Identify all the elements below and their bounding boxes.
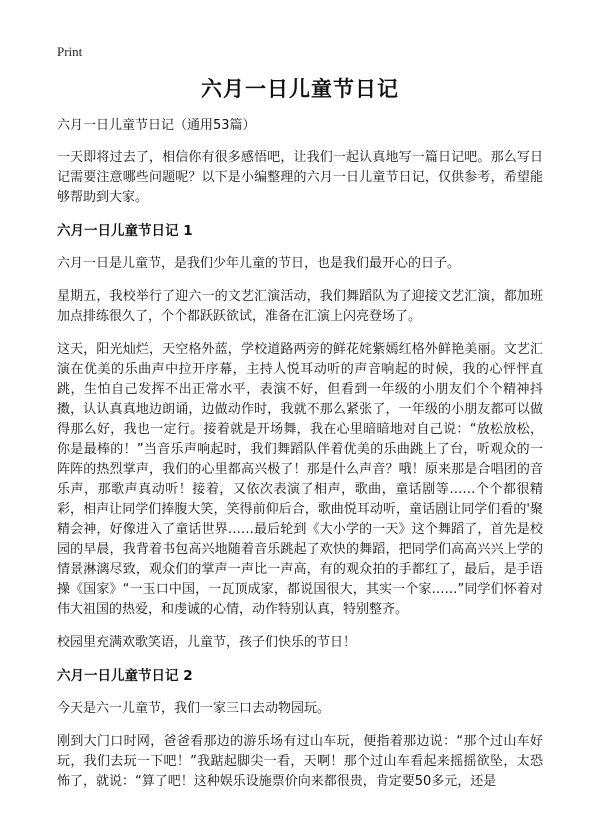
paragraph: 这天，阳光灿烂，天空格外蓝，学校道路两旁的鲜花姹紫嫣红格外鲜艳美丽。文艺汇演在优美的乐曲声中拉开序幕，主持人悦耳动听的声音响起的时候，我的心怦怦直跳，生怕自己发挥不出正常水平，表演不好，但看到一年级的小朋友们个个精神抖擞，认认真真地边朗诵，边做动作时，我就不那么紧张了，一年级的小朋友都可以做得那么好，我也一定行。接着就是开场舞，我在心里暗暗地对自己说：“放松放松，你是最棒的！”当音乐声响起时，我们舞蹈队伴着优美的乐曲跳上了台，听观众的一阵阵的热烈掌声，我们的心里都高兴极了！那是什么声音？哦！原来那是合唱团的音乐声，那歌声真动听！接着，又依次表演了相声，歌曲，童话剧等……个个都很精彩，相声让同学们捧腹大笑，笑得前仰后合，歌曲悦耳动听，童话剧让同学们看的'聚精会神，好像进入了童话世界……最后轮到《大小学的一天》这个舞蹈了，首先是校园的早晨，我背着书包高兴地随着音乐跳起了欢快的舞蹈，把同学们高高兴兴上学的情景淋漓尽致，观众们的掌声一声比一声高，有的观众拍的手都红了，最后，是手语操《国家》“一玉口中国，一瓦顶成家，都说国很大，其实一个家……”同学们怀着对伟大祖国的热爱，和虔诚的心情，动作特别认真，特别整齐。 — [57, 342, 543, 617]
paragraph: 六月一日是儿童节，是我们少年儿童的节日，也是我们最开心的日子。 — [57, 256, 461, 271]
paragraph: 今天是六一儿童节，我们一家三口去动物园玩。 — [57, 701, 331, 716]
paragraph: 校园里充满欢歌笑语，儿童节，孩子们快乐的节日！ — [57, 635, 357, 650]
print-link[interactable]: Print — [57, 44, 83, 59]
paragraph: 星期五，我校举行了迎六一的文艺汇演活动，我们舞蹈队为了迎接文艺汇演，都加班加点排练很久了，个个都跃跃欲试，准备在汇演上闪亮登场了。 — [57, 289, 543, 324]
article — [57, 74, 543, 805]
section-heading: 六月一日儿童节日记 2 — [57, 668, 193, 684]
intro-paragraph: 一天即将过去了，相信你有很多感悟吧，让我们一起认真地写一篇日记吧。那么写日记需要注意哪些问题呢？以下是小编整理的六月一日儿童节日记，仅供参考，希望能够帮助到大家。 — [57, 150, 543, 205]
page-title: 六月一日儿童节日记 — [201, 77, 399, 101]
paragraph: 刚到大门口时网，爸爸看那边的游乐场有过山车玩，便指着那边说：“那个过山车好玩，我们去玩一下吧！”我踮起脚尖一看，天啊！那个过山车看起来摇摇欲坠，太恐怖了，就说：“算了吧！这种娱乐设施票价向来都很贵，肯定要50多元，还是 — [57, 734, 543, 789]
section-heading: 六月一日儿童节日记 1 — [57, 223, 193, 239]
article-subtitle: 六月一日儿童节日记（通用53篇） — [57, 118, 256, 133]
